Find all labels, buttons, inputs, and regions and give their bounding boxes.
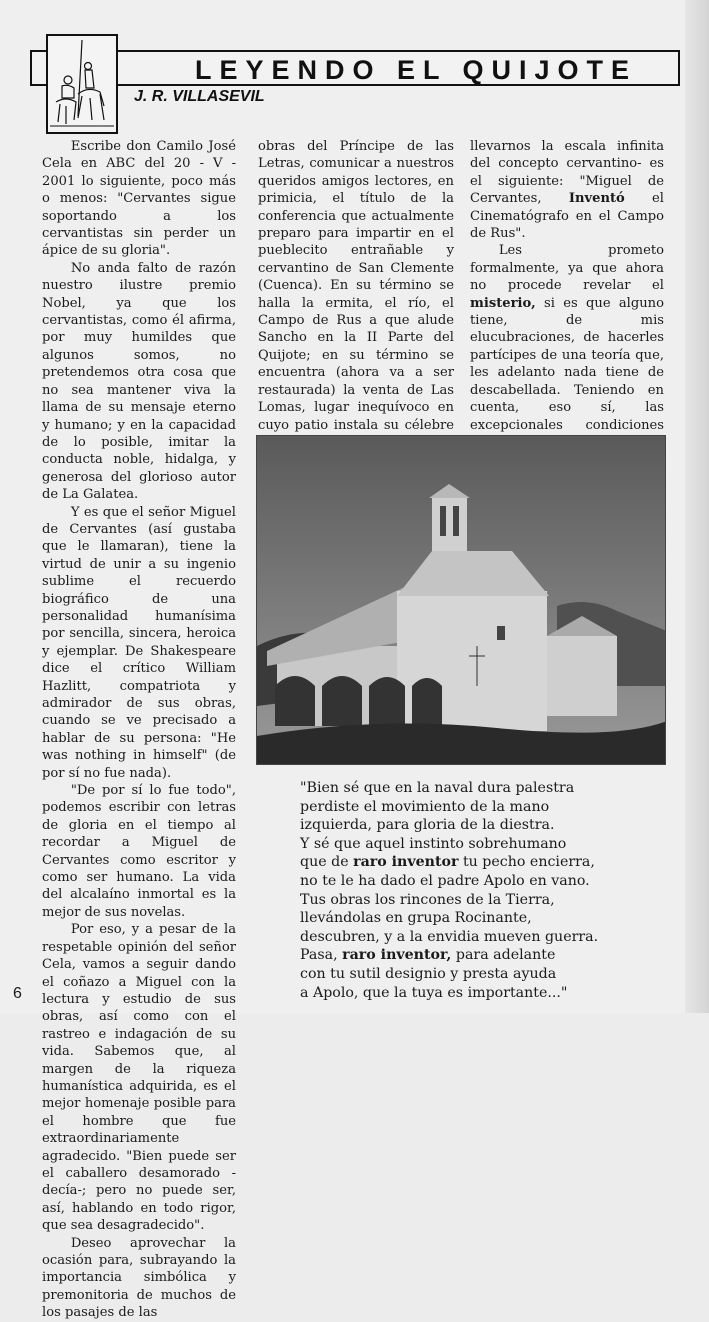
paragraph: llevarnos la escala infinita del concepto cervantino- es el siguiente: "Miguel de Cervantes, Inventó el Cinematógrafo en el Campo de Rus". — [470, 139, 664, 242]
paragraph: "De por sí lo fue todo", podemos escribir con letras de gloria en el tiempo al recordar a Miguel de Cervantes como escritor y como ser humano. La vida del alcalaíno inmortal es la mejor de sus novelas. — [42, 783, 236, 920]
page-edge-shadow — [685, 0, 709, 1013]
poem-line: Pasa, raro inventor, para adelante — [300, 947, 556, 964]
bold-term: raro inventor — [353, 854, 459, 871]
paragraph: Por eso, y a pesar de la respetable opinión del señor Cela, vamos a seguir dando el coñazo a Miguel con la lectura y estudio de sus obras, así como con el rastreo e indagación de su vida. Sabemos que, al margen de la riqueza humanística adquirida, es el mejor homenaje posible para el hombre que fue extraordinariamente agradecido. "Bien puede ser el caballero desamorado -decía-; pero no puede ser, así, hablando en todo rigor, que sea desagradecido". — [42, 922, 236, 1234]
hermitage-photo — [256, 435, 666, 765]
poem-line: Tus obras los rincones de la Tierra, — [300, 891, 555, 908]
paragraph: Escribe don Camilo José Cela en ABC del 20 - V - 2001 lo siguiente, poco más o menos: "Cervantes sigue soportando a los cervantistas sin perder un ápice de su gloria". — [42, 139, 236, 259]
paragraph: obras del Príncipe de las Letras, comunicar a nuestros queridos amigos lectores, en primicia, el título de la conferencia que actualmente preparo para impartir en el pueblecito entrañable y cervantino de San Clemente (Cuenca). En su término se halla la ermita, el río, el Campo de Rus a que alude Sancho en la II Parte del Quijote; en su término se encuentra (ahora va a ser restaurada) la venta de Las Lomas, lugar inequívoco en cuyo patio instala su célebre — [258, 139, 454, 433]
paragraph: Y es que el señor Miguel de Cervantes (así gustaba que le llamaran), tiene la virtud de unir a su ingenio sublime el recuerdo biográfico de una personalidad humanísima por sencilla, sincera, heroica y ejemplar. De Shakespeare dice el crítico William Hazlitt, compatriota y admirador de sus obras, cuando se ve precisado a hablar de su persona: "He was nothing in himself" (de por sí no fue nada). — [42, 504, 236, 781]
paragraph: Deseo aprovechar la ocasión para, subrayando la importancia simbólica y premonitoria de muchos de los pasajes de las — [42, 1235, 236, 1321]
poem-line: izquierda, para gloria de la diestra. — [300, 817, 555, 834]
poem-line: a Apolo, que la tuya es importante..." — [300, 984, 568, 1001]
quixote-logo — [46, 34, 118, 134]
paragraph: No anda falto de razón nuestro ilustre premio Nobel, ya que los cervantistas, como él afirma, por muy humildes que algunos somos, no pretendemos otra cosa que no sea mantener viva la llama de su mensaje eterno y humano; y en la capacidad de lo posible, imitar la conducta noble, hidalga, y generosa del glorioso autor de La Galatea. — [42, 260, 236, 503]
poem-line: que de raro inventor tu pecho encierra, — [300, 854, 595, 871]
poem-line: perdiste el movimiento de la mano — [300, 798, 550, 815]
author-byline: J. R. VILLASEVIL — [134, 88, 265, 105]
don-quixote-sancho-icon — [48, 36, 116, 132]
poem-line: descubren, y a la envidia mueven guerra. — [300, 928, 599, 945]
paragraph: Les prometo formalmente, ya que ahora no procede revelar el misterio, si es que alguno tiene, de mis elucubraciones, de hacerles partícipes de una teoría que, les adelanto nada tiene de descabellada. Teniendo en cuenta, eso sí, las excepcionales condiciones — [470, 243, 664, 433]
poem-quote — [300, 779, 670, 1002]
poem-line: "Bien sé que en la naval dura palestra — [300, 780, 575, 796]
page-number: 6 — [13, 985, 22, 1002]
poem-line: con tu sutil designio y presta ayuda — [300, 965, 557, 982]
bold-term: misterio, — [470, 295, 536, 311]
poem-line: Y sé que aquel instinto sobrehumano — [300, 835, 567, 852]
bold-term: Inventó — [568, 191, 625, 207]
bold-term: raro inventor, — [342, 947, 452, 964]
text-column-1 — [42, 138, 236, 1322]
poem-line: llevándolas en grupa Rocinante, — [300, 910, 532, 927]
poem-line: no te le ha dado el padre Apolo en vano. — [300, 872, 590, 889]
article-title: LEYENDO EL QUIJOTE — [195, 55, 638, 85]
